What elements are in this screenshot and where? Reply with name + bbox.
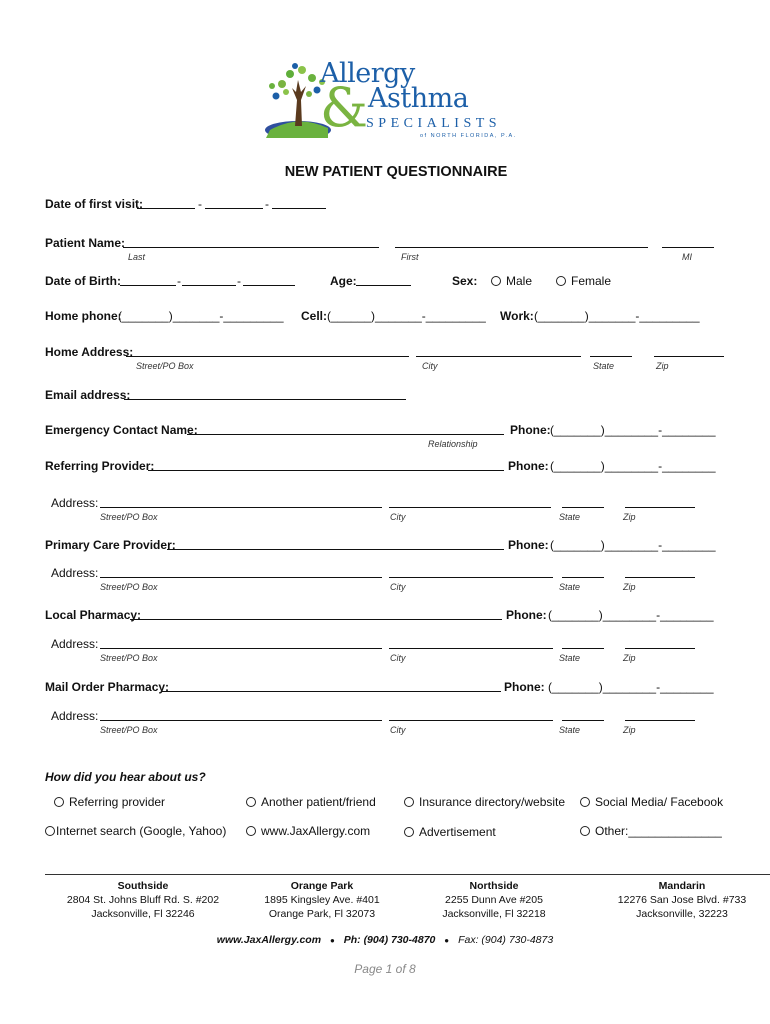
dob-sep-1: - — [177, 274, 181, 288]
local-pharmacy-street-sublabel: Street/PO Box — [100, 653, 158, 663]
primary-care-address-label: Address: — [51, 566, 99, 580]
home-zip-sublabel: Zip — [656, 361, 669, 371]
footer-fax: Fax: (904) 730-4873 — [458, 934, 554, 946]
location-orange-park — [237, 879, 407, 921]
age-label: Age: — [330, 274, 357, 288]
sex-female-label: Female — [571, 274, 612, 288]
home-street-sublabel: Street/PO Box — [136, 361, 194, 371]
mail-pharmacy-city-field[interactable] — [389, 720, 553, 721]
primary-care-phone-field[interactable]: (_______)________-________ — [550, 538, 716, 552]
hear-option-label: www.JaxAllergy.com — [261, 824, 371, 838]
referring-zip-sublabel: Zip — [623, 512, 636, 522]
local-pharmacy-state-sublabel: State — [559, 653, 581, 663]
emergency-phone-field[interactable]: (_______)________-________ — [550, 423, 716, 437]
emergency-contact-field[interactable] — [187, 434, 504, 435]
radio-circle-icon — [246, 797, 256, 807]
primary-care-state-sublabel: State — [559, 582, 581, 592]
primary-care-field[interactable] — [167, 549, 504, 550]
primary-care-street-field[interactable] — [100, 577, 382, 578]
primary-care-phone-label: Phone: — [508, 538, 549, 552]
mail-pharmacy-field[interactable] — [161, 691, 501, 692]
primary-care-street-sublabel: Street/PO Box — [100, 582, 158, 592]
referring-provider-label: Referring Provider: — [45, 459, 155, 473]
referring-city-sublabel: City — [390, 512, 406, 522]
mail-pharmacy-street-sublabel: Street/PO Box — [100, 725, 158, 735]
dob-year-field[interactable] — [243, 285, 295, 286]
patient-last-sublabel: Last — [128, 252, 146, 262]
contact-line — [0, 934, 770, 946]
referring-zip-field[interactable] — [625, 507, 695, 508]
emergency-phone-label: Phone: — [510, 423, 551, 437]
dob-sep-2: - — [237, 274, 241, 288]
home-phone-field[interactable]: (_______)_______-_________ — [118, 309, 284, 323]
radio-circle-icon — [246, 826, 256, 836]
dob-month-field[interactable] — [120, 285, 176, 286]
patient-first-name-field[interactable] — [395, 247, 648, 248]
home-street-field[interactable] — [126, 356, 409, 357]
hear-option-label: Another patient/friend — [261, 795, 376, 809]
page-title: NEW PATIENT QUESTIONNAIRE — [284, 164, 508, 180]
home-phone-label: Home phone: — [45, 309, 122, 323]
location-city-line: Jacksonville, 32223 — [636, 908, 728, 920]
sex-female-radio[interactable] — [556, 274, 611, 288]
first-visit-sep-2: - — [265, 197, 269, 211]
logo-ampersand: & — [320, 76, 369, 139]
home-zip-field[interactable] — [654, 356, 724, 357]
hear-option-label: Insurance directory/website — [419, 795, 566, 809]
location-address-line: 2804 St. Johns Bluff Rd. S. #202 — [66, 894, 220, 906]
referring-street-sublabel: Street/PO Box — [100, 512, 158, 522]
hear-option-social-media[interactable] — [580, 795, 723, 809]
radio-circle-icon — [404, 797, 414, 807]
emergency-relationship-sublabel: Relationship — [428, 439, 478, 449]
location-name: Orange Park — [290, 880, 354, 892]
first-visit-day-field[interactable] — [205, 208, 263, 209]
hear-option-internet-search[interactable] — [45, 824, 226, 838]
cell-phone-label: Cell: — [301, 309, 328, 323]
referring-provider-field[interactable] — [148, 470, 504, 471]
radio-circle-icon — [580, 797, 590, 807]
radio-circle-icon — [491, 276, 501, 286]
patient-name-label: Patient Name: — [45, 236, 126, 250]
emergency-contact-label: Emergency Contact Name: — [45, 423, 198, 437]
home-state-sublabel: State — [593, 361, 615, 371]
hear-option-insurance-directory[interactable] — [404, 795, 565, 809]
mail-pharmacy-phone-field[interactable]: (_______)________-________ — [548, 680, 714, 694]
radio-circle-icon — [45, 826, 55, 836]
dob-day-field[interactable] — [182, 285, 236, 286]
local-pharmacy-phone-field[interactable]: (_______)________-________ — [548, 608, 714, 622]
location-southside — [58, 879, 228, 921]
dob-label: Date of Birth: — [45, 274, 121, 288]
referring-state-field[interactable] — [562, 507, 604, 508]
logo — [262, 58, 517, 142]
referring-street-field[interactable] — [100, 507, 382, 508]
home-city-sublabel: City — [422, 361, 438, 371]
first-visit-month-field[interactable] — [137, 208, 195, 209]
hear-option-other[interactable] — [580, 824, 722, 838]
primary-care-label: Primary Care Provider: — [45, 538, 176, 552]
first-visit-sep-1: - — [198, 197, 202, 211]
work-phone-label: Work: — [500, 309, 534, 323]
local-pharmacy-address-label: Address: — [51, 637, 99, 651]
location-northside — [409, 879, 579, 921]
logo-line-allergy: Allergy — [320, 58, 415, 89]
hear-option-website[interactable] — [246, 824, 370, 838]
local-pharmacy-phone-label: Phone: — [506, 608, 547, 622]
local-pharmacy-city-field[interactable] — [389, 648, 553, 649]
mail-pharmacy-zip-field[interactable] — [625, 720, 695, 721]
hear-option-label: Social Media/ Facebook — [595, 795, 724, 809]
local-pharmacy-field[interactable] — [130, 619, 502, 620]
location-city-line: Orange Park, Fl 32073 — [268, 908, 376, 920]
referring-phone-field[interactable]: (_______)________-________ — [550, 459, 716, 473]
mail-pharmacy-city-sublabel: City — [390, 725, 406, 735]
hear-option-advertisement[interactable] — [404, 825, 496, 839]
referring-phone-label: Phone: — [508, 459, 549, 473]
primary-care-city-field[interactable] — [389, 577, 553, 578]
mail-pharmacy-zip-sublabel: Zip — [623, 725, 636, 735]
radio-circle-icon — [556, 276, 566, 286]
local-pharmacy-street-field[interactable] — [100, 648, 382, 649]
hear-option-label: Other:______________ — [595, 824, 722, 838]
local-pharmacy-zip-field[interactable] — [625, 648, 695, 649]
bullet-icon: ● — [329, 936, 335, 945]
referring-city-field[interactable] — [389, 507, 551, 508]
location-name: Mandarin — [658, 880, 706, 892]
sex-male-radio[interactable] — [491, 274, 532, 288]
email-field[interactable] — [124, 399, 406, 400]
home-address-label: Home Address: — [45, 345, 134, 359]
mail-pharmacy-label: Mail Order Pharmacy: — [45, 680, 170, 694]
first-visit-label: Date of first visit: — [45, 197, 144, 211]
location-address-line: 12276 San Jose Blvd. #733 — [617, 894, 747, 906]
location-name: Northside — [469, 880, 519, 892]
local-pharmacy-zip-sublabel: Zip — [623, 653, 636, 663]
hear-option-referring-provider[interactable] — [54, 795, 165, 809]
patient-mi-field[interactable] — [662, 247, 714, 248]
page-indicator: Page 1 of 8 — [354, 962, 416, 976]
referring-state-sublabel: State — [559, 512, 581, 522]
mail-pharmacy-address-label: Address: — [51, 709, 99, 723]
location-name: Southside — [117, 880, 169, 892]
hear-option-label: Internet search (Google, Yahoo) — [56, 824, 227, 838]
location-city-line: Jacksonville, Fl 32246 — [91, 908, 195, 920]
location-city-line: Jacksonville, Fl 32218 — [442, 908, 546, 920]
first-visit-year-field[interactable] — [272, 208, 326, 209]
footer-website-link[interactable]: www.JaxAllergy.com — [216, 934, 322, 946]
local-pharmacy-label: Local Pharmacy: — [45, 608, 142, 622]
primary-care-state-field[interactable] — [562, 577, 604, 578]
primary-care-zip-sublabel: Zip — [623, 582, 636, 592]
mail-pharmacy-street-field[interactable] — [100, 720, 382, 721]
referring-address-label: Address: — [51, 496, 99, 510]
mail-pharmacy-state-field[interactable] — [562, 720, 604, 721]
email-label: Email address: — [45, 388, 131, 402]
logo-line-north-florida: of NORTH FLORIDA, P.A. — [420, 133, 517, 139]
age-field[interactable] — [356, 285, 411, 286]
location-address-line: 1895 Kingsley Ave. #401 — [264, 894, 380, 906]
primary-care-city-sublabel: City — [390, 582, 406, 592]
footer-divider — [45, 874, 770, 875]
sex-male-label: Male — [506, 274, 533, 288]
logo-line-specialists: SPECIALISTS — [366, 116, 502, 131]
radio-circle-icon — [54, 797, 64, 807]
local-pharmacy-state-field[interactable] — [562, 648, 604, 649]
mail-pharmacy-phone-label: Phone: — [504, 680, 545, 694]
location-address-line: 2255 Dunn Ave #205 — [445, 894, 543, 906]
hear-about-question: How did you hear about us? — [45, 770, 206, 784]
hear-option-label: Advertisement — [419, 825, 496, 839]
patient-last-name-field[interactable] — [123, 247, 379, 248]
bullet-icon: ● — [444, 936, 450, 945]
patient-mi-sublabel: MI — [682, 252, 692, 262]
cell-phone-field[interactable]: (______)_______-_________ — [327, 309, 486, 323]
logo-line-asthma: Asthma — [368, 83, 469, 114]
radio-circle-icon — [580, 826, 590, 836]
hear-option-another-patient[interactable] — [246, 795, 376, 809]
primary-care-zip-field[interactable] — [625, 577, 695, 578]
radio-circle-icon — [404, 827, 414, 837]
patient-first-sublabel: First — [401, 252, 419, 262]
home-city-field[interactable] — [416, 356, 581, 357]
home-state-field[interactable] — [590, 356, 632, 357]
sex-label: Sex: — [452, 274, 478, 288]
work-phone-field[interactable]: (_______)_______-_________ — [534, 309, 700, 323]
mail-pharmacy-state-sublabel: State — [559, 725, 581, 735]
location-mandarin — [597, 879, 767, 921]
hear-option-label: Referring provider — [69, 795, 166, 809]
local-pharmacy-city-sublabel: City — [390, 653, 406, 663]
footer-phone: Ph: (904) 730-4870 — [343, 934, 436, 946]
